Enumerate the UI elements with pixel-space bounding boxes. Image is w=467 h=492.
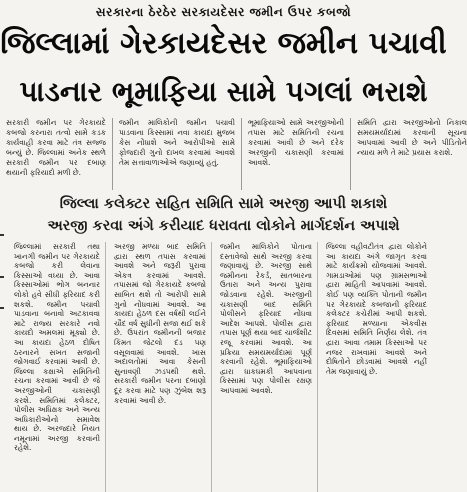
kicker-line: સરકારના ઠેરઠેર સરકાયદેસર જમીન ઉપર કબજો [95, 5, 352, 19]
headline-line-1: જિલ્લામાં ગેરકાયદેસર જમીન પચાવી [0, 26, 447, 61]
lead-paragraph: જમીન માલિકોની જમીન પચાવી પાડવાના કિસ્સામાં નવા કાયદા મુજબ કેસ નોંધાશે અને આરોપીઓ સામે ફોજદારી ગુનો દાખલ કરવામાં આવશે તેમ સત્તાવાળાઓએ જણાવ્યું હતું. [119, 118, 235, 167]
newspaper-clipping [0, 2, 467, 453]
subheadline-2: અરજી કરવા અંગે કરીયાદ ધરાવતા લોકોને માર્ગદર્શન અપાશે [47, 217, 400, 234]
body-column: અરજી મળ્યા બાદ સમિતિ દ્વારા સ્થળ તપાસ કરવામાં આવશે અને જરૂરી પુરાવા એકત્ર કરવામાં આવશે. તપાસમાં જો ગેરકાયદે કબજો સાબિત થશે તો આરોપી સામે ગુનો નોંધવામાં આવશે. આ કાયદા હેઠળ દસ વર્ષથી લઈને ચૌદ વર્ષ સુધીની સજા થઈ શકે છે. ઉપરાંત જમીનની બજાર કિંમત જેટલો દંડ પણ વસૂલવામાં આવશે. ખાસ અદાલતોમાં આવા કેસની સુનાવણી ઝડપથી થશે. સરકારી જમીન પરના દબાણો દૂર કરવા માટે પણ ઝુંબેશ શરૂ કરવામાં આવી છે. [114, 242, 212, 492]
column-divider [350, 118, 351, 190]
lead-paragraph: સરકારી જમીન પર ગેરકાયદે કબજો કરનારા તત્વો સામે કડક કાર્યવાહી કરવા માટે તંત્ર સજ્જ બન્યું છે. જિલ્લામાં અનેક સ્થળે સરકારી જમીન પર દબાણ થયાની ફરિયાદો મળી છે. [6, 118, 106, 177]
lead-paragraph: ભૂમાફિયાઓ સામે અરજીઓની તપાસ માટે સમિતિની રચના કરવામાં આવી છે અને દરેક અરજીની ચકાસણી કરવામાં આવશે. [248, 118, 344, 167]
body-column: જિલ્લા વહીવટીતંત્ર દ્વારા લોકોને આ કાયદા અંગે જાગૃત કરવા માટે કાર્યક્રમો યોજવામાં આવશે. ગામડાઓમાં પણ ગ્રામસભાઓ દ્વારા માહિતી આપવામાં આવશે. કોઈ પણ વ્યક્તિ પોતાની જમીન પર ગેરકાયદે કબજાની ફરિયાદ કલેક્ટર કચેરીમાં આપી શકશે. ફરિયાદ મળ્યાના એકવીસ દિવસમાં સમિતિ નિર્ણય લેશે. તંત્ર દ્વારા આવા તમામ કિસ્સાઓ પર નજર રાખવામાં આવશે અને દોષિતોને છોડવામાં આવશે નહીં તેમ જણાવાયું છે. [326, 242, 427, 376]
column-divider [112, 118, 113, 190]
body-column: જિલ્લામાં સરકારી તથા ખાનગી જમીન પર ગેરકાયદે કબજો કરી લેવાના કિસ્સાઓ વધ્યા છે. આવા કિસ્સાઓમાં ભોગ બનનાર લોકો હવે સીધી ફરિયાદ કરી શકશે. જમીન પચાવી પાડવાના બનાવો અટકાવવા માટે રાજ્ય સરકારે નવો કાયદો અમલમાં મૂક્યો છે. આ કાયદા હેઠળ દોષિત ઠરનારને સખત સજાની જોગવાઈ કરવામાં આવી છે. જિલ્લા કક્ષાએ સમિતિની રચના કરવામાં આવી છે જે અરજીઓની ચકાસણી કરશે. સમિતિમાં કલેક્ટર, પોલીસ અધિક્ષક અને અન્ય અધિકારીઓનો સમાવેશ થાય છે. અરજદારે નિયત નમૂનામાં અરજી કરવાની રહેશે. [14, 242, 106, 492]
left-edge-mark [0, 307, 4, 309]
left-edge-mark [0, 234, 4, 236]
subheadline-1: જિલ્લા કલેક્ટર સહિત સમિતિ સામે અરજી આપી શકાશે [59, 195, 388, 212]
article-body [0, 242, 447, 492]
lead-paragraph: સમિતિ દ્વારા અરજીઓનો નિકાલ સમયમર્યાદામાં કરવાની સૂચના આપવામાં આવી છે અને પીડિતોને ન્યાય મળે તે માટે પ્રયાસ કરાશે. [357, 118, 467, 157]
body-column: જમીન માલિકોને પોતાના દસ્તાવેજો સાથે અરજી કરવા જણાવાયું છે. અરજી સાથે જમીનના રેકર્ડ, સાતબારના ઉતારા અને અન્ય પુરાવા જોડવાના રહેશે. અરજીની ચકાસણી બાદ સમિતિ પોલીસને ફરિયાદ નોંધવા આદેશ આપશે. પોલીસ દ્વારા તપાસ પૂર્ણ થયા બાદ ચાર્જશીટ રજૂ કરવામાં આવશે. આ પ્રક્રિયા સમયમર્યાદામાં પૂર્ણ કરવાની રહેશે. ભૂમાફિયાઓ દ્વારા ધાકધમકી આપવાના કિસ્સામાં પણ પોલીસ રક્ષણ આપવામાં આવશે. [220, 242, 318, 492]
headline-line-2: પાડનાર ભૂમાફિયા સામે પગલાં ભરાશે [19, 75, 428, 108]
column-divider [241, 118, 242, 190]
left-edge-mark [0, 276, 4, 278]
lead-paragraphs [0, 118, 467, 190]
